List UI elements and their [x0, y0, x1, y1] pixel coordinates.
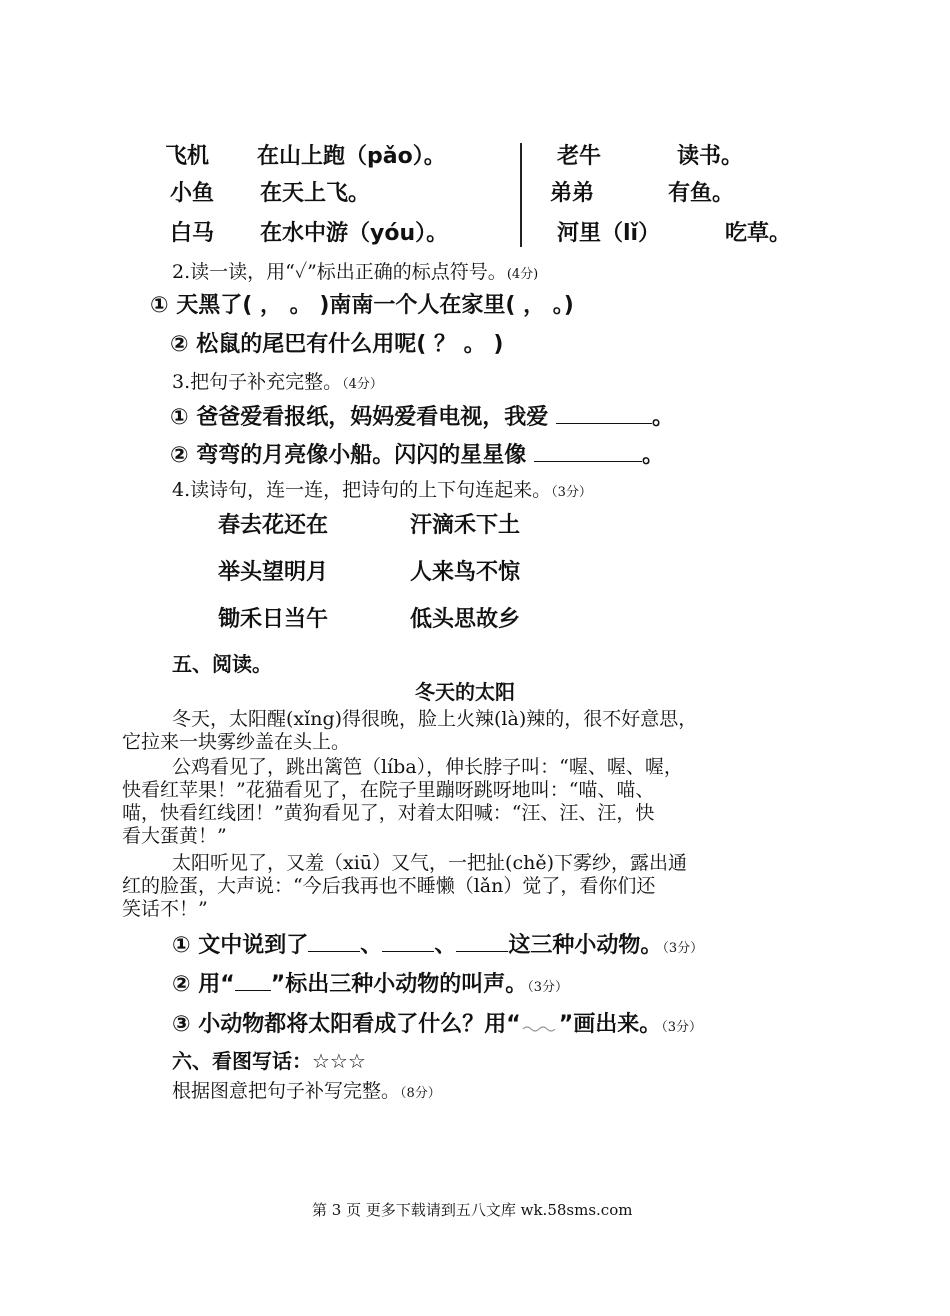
reading-q1-text: ① 文中说到了: [172, 933, 309, 958]
q3-item-1-end: 。: [651, 405, 674, 430]
poem-left-2: 举头望明月: [218, 560, 329, 585]
q3-item-2-end: 。: [641, 443, 664, 468]
reading-question-3: [172, 1007, 702, 1038]
section-6-instruction: 根据图意把句子补写完整。: [172, 1080, 401, 1102]
story-paragraph-1: [122, 708, 842, 754]
story-paragraph-3: [122, 852, 842, 921]
match-right-predicate-2: 有鱼。: [668, 181, 735, 206]
answer-blank[interactable]: [382, 931, 434, 952]
reading-q2-score: （3分）: [527, 980, 568, 995]
q2-score: (4分): [506, 267, 539, 282]
match-left-subject-1: 飞机: [165, 144, 210, 169]
reading-q3-text: ③ 小动物都将太阳看成了什么？用“: [172, 1012, 521, 1037]
q2-item-1: ① 天黑了( ， 。 )南南一个人在家里( ， 。): [150, 293, 574, 318]
answer-blank[interactable]: [456, 931, 508, 952]
poem-left-1: 春去花还在: [218, 513, 329, 538]
match-left-predicate-1: 在山上跑（pǎo）。: [257, 144, 446, 169]
poem-right-1: 汗滴禾下土: [410, 513, 521, 538]
q3-item-1-text: ① 爸爸爱看报纸，妈妈爱看电视，我爱: [170, 405, 549, 430]
q4-score: （3分）: [551, 485, 592, 500]
story-line: 快看红苹果！”花猫看见了，在院子里蹦呀跳呀地叫：“喵、喵、: [122, 779, 655, 801]
story-title: 冬天的太阳: [415, 680, 515, 704]
story-paragraph-2: [122, 756, 842, 848]
story-line: 它拉来一块雾纱盖在头上。: [122, 731, 351, 753]
match-right-predicate-3: 吃草。: [725, 221, 792, 246]
reading-question-2: [172, 967, 568, 998]
q3-score: （4分）: [342, 377, 383, 392]
reading-question-1: [172, 928, 703, 959]
match-left-subject-3: 白马: [170, 221, 215, 246]
match-right-subject-3: 河里（lǐ）: [557, 221, 661, 246]
poem-left-3: 锄禾日当午: [218, 607, 329, 632]
story-line: 笑话不！”: [122, 898, 208, 920]
story-line: 太阳听见了，又羞（xiū）又气，一把扯(chě)下雾纱，露出通: [172, 852, 687, 874]
story-line: 红的脸蛋，大声说：“今后我再也不睡懒（lǎn）觉了，看你们还: [122, 875, 656, 897]
story-line: 冬天，太阳醒(xǐng)得很晚，脸上火辣(là)辣的，很不好意思，: [172, 708, 698, 730]
story-line: 公鸡看见了，跳出篱笆（líba），伸长脖子叫：“喔、喔、喔，: [172, 756, 683, 778]
reading-q1-sep: 、: [434, 933, 457, 958]
reading-q1-score: （3分）: [662, 941, 704, 956]
wavy-line-icon: [521, 1017, 559, 1033]
reading-q1-sep: 、: [360, 933, 383, 958]
q4-title-line: [172, 475, 592, 502]
q3-item-1: [170, 400, 674, 431]
match-left-predicate-3: 在水中游（yóu）。: [260, 221, 449, 246]
story-line: 看大蛋黄！”: [122, 825, 227, 847]
reading-q1-end: 这三种小动物。: [508, 933, 663, 958]
match-right-subject-1: 老牛: [557, 144, 602, 169]
story-line: 喵，快看红线团！”黄狗看见了，对着太阳喊：“汪、汪、汪，快: [122, 802, 655, 824]
reading-q2-text: ② 用“: [172, 972, 235, 997]
match-right-subject-2: 弟弟: [550, 181, 595, 206]
reading-q3-score: （3分）: [661, 1020, 702, 1035]
q3-item-2: [170, 438, 664, 469]
match-left-predicate-2: 在天上飞。: [260, 181, 371, 206]
section-6-heading: 六、看图写话：☆☆☆: [172, 1049, 366, 1073]
answer-blank[interactable]: [556, 403, 652, 424]
answer-blank[interactable]: [308, 931, 360, 952]
q4-title: 4.读诗句，连一连，把诗句的上下句连起来。: [172, 479, 552, 501]
reading-q3-end: ”画出来。: [558, 1012, 662, 1037]
q2-item-2: ② 松鼠的尾巴有什么用呢( ？ 。 ): [170, 332, 504, 357]
q3-item-2-text: ② 弯弯的月亮像小船。闪闪的星星像: [170, 443, 527, 468]
section-6-score: （8分）: [400, 1086, 441, 1101]
section-6-instruction-line: [172, 1076, 441, 1103]
poem-right-3: 低头思故乡: [410, 607, 521, 632]
match-right-predicate-1: 读书。: [677, 144, 744, 169]
poem-right-2: 人来鸟不惊: [410, 560, 521, 585]
q2-title: 2.读一读，用“✓”标出正确的标点符号。: [172, 261, 507, 283]
reading-q2-end: ”标出三种小动物的叫声。: [270, 972, 528, 997]
q3-title: 3.把句子补充完整。: [172, 371, 343, 393]
page-footer: 第 3 页 更多下载请到五八文库 wk.58sms.com: [312, 1201, 633, 1219]
match-left-subject-2: 小鱼: [170, 181, 215, 206]
section-5-heading: 五、阅读。: [172, 652, 272, 676]
q2-title-line: [172, 257, 538, 284]
underline-sample: [235, 970, 271, 991]
answer-blank[interactable]: [534, 441, 642, 462]
q3-title-line: [172, 367, 383, 394]
column-divider: [520, 143, 522, 247]
